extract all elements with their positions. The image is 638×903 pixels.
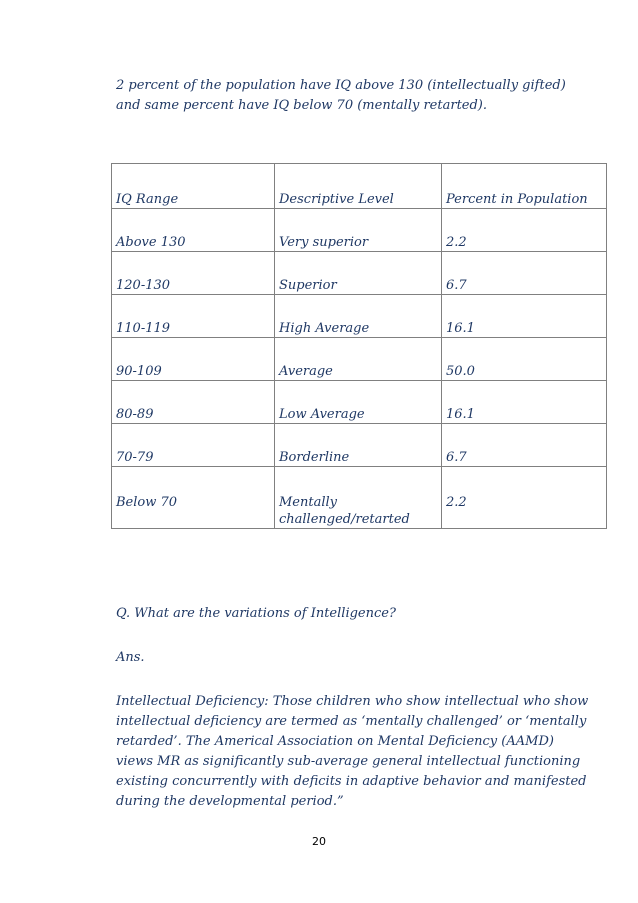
table-header-row: [112, 164, 607, 209]
table-cell: Superior: [275, 252, 442, 295]
table-cell: 120-130: [112, 252, 275, 295]
paragraph-line: intellectual deficiency are termed as ‘mentally challenged’ or ‘mentally: [116, 714, 587, 729]
table-row: [112, 209, 607, 252]
table-row: [112, 424, 607, 467]
table-cell: Very superior: [275, 209, 442, 252]
table-header-cell: Descriptive Level: [275, 164, 442, 209]
table-cell: Below 70: [112, 467, 275, 529]
table-row: [112, 252, 607, 295]
table-cell: 80-89: [112, 381, 275, 424]
table-cell: 2.2: [442, 209, 607, 252]
table-cell: 6.7: [442, 424, 607, 467]
answer-label: Ans.: [116, 650, 145, 665]
paragraph-line: retarded’. The Americal Association on Mental Deficiency (AAMD): [116, 734, 554, 749]
table-cell: Low Average: [275, 381, 442, 424]
table-cell: 110-119: [112, 295, 275, 338]
table-cell: 2.2: [442, 467, 607, 529]
table-cell: High Average: [275, 295, 442, 338]
table-cell: Mentally challenged/retarted: [275, 467, 442, 529]
table-cell: 16.1: [442, 295, 607, 338]
deficiency-paragraph: [116, 692, 589, 812]
table-row: [112, 381, 607, 424]
paragraph-line: views MR as significantly sub-average general intellectual functioning: [116, 754, 581, 769]
table-cell: 50.0: [442, 338, 607, 381]
table-header-cell: IQ Range: [112, 164, 275, 209]
table-cell: 16.1: [442, 381, 607, 424]
table-cell: 90-109: [112, 338, 275, 381]
intro-line: and same percent have IQ below 70 (mentally retarted).: [116, 98, 488, 113]
paragraph-line: Intellectual Deficiency: Those children who show intellectual who show: [116, 694, 589, 709]
table-cell: Above 130: [112, 209, 275, 252]
table-row: [112, 467, 607, 529]
table-cell: 70-79: [112, 424, 275, 467]
intro-paragraph: [116, 76, 586, 116]
table-cell: Borderline: [275, 424, 442, 467]
iq-classification-table: [111, 163, 607, 529]
table-row: [112, 295, 607, 338]
intro-line: 2 percent of the population have IQ above 130 (intellectually gifted): [116, 78, 566, 93]
table-row: [112, 338, 607, 381]
paragraph-line: during the developmental period.”: [116, 794, 344, 809]
question-text: Q. What are the variations of Intelligence?: [116, 606, 396, 621]
table-cell: 6.7: [442, 252, 607, 295]
paragraph-line: existing concurrently with deficits in adaptive behavior and manifested: [116, 774, 587, 789]
table-header-cell: Percent in Population: [442, 164, 607, 209]
page-number: 20: [312, 835, 326, 848]
table-cell: Average: [275, 338, 442, 381]
